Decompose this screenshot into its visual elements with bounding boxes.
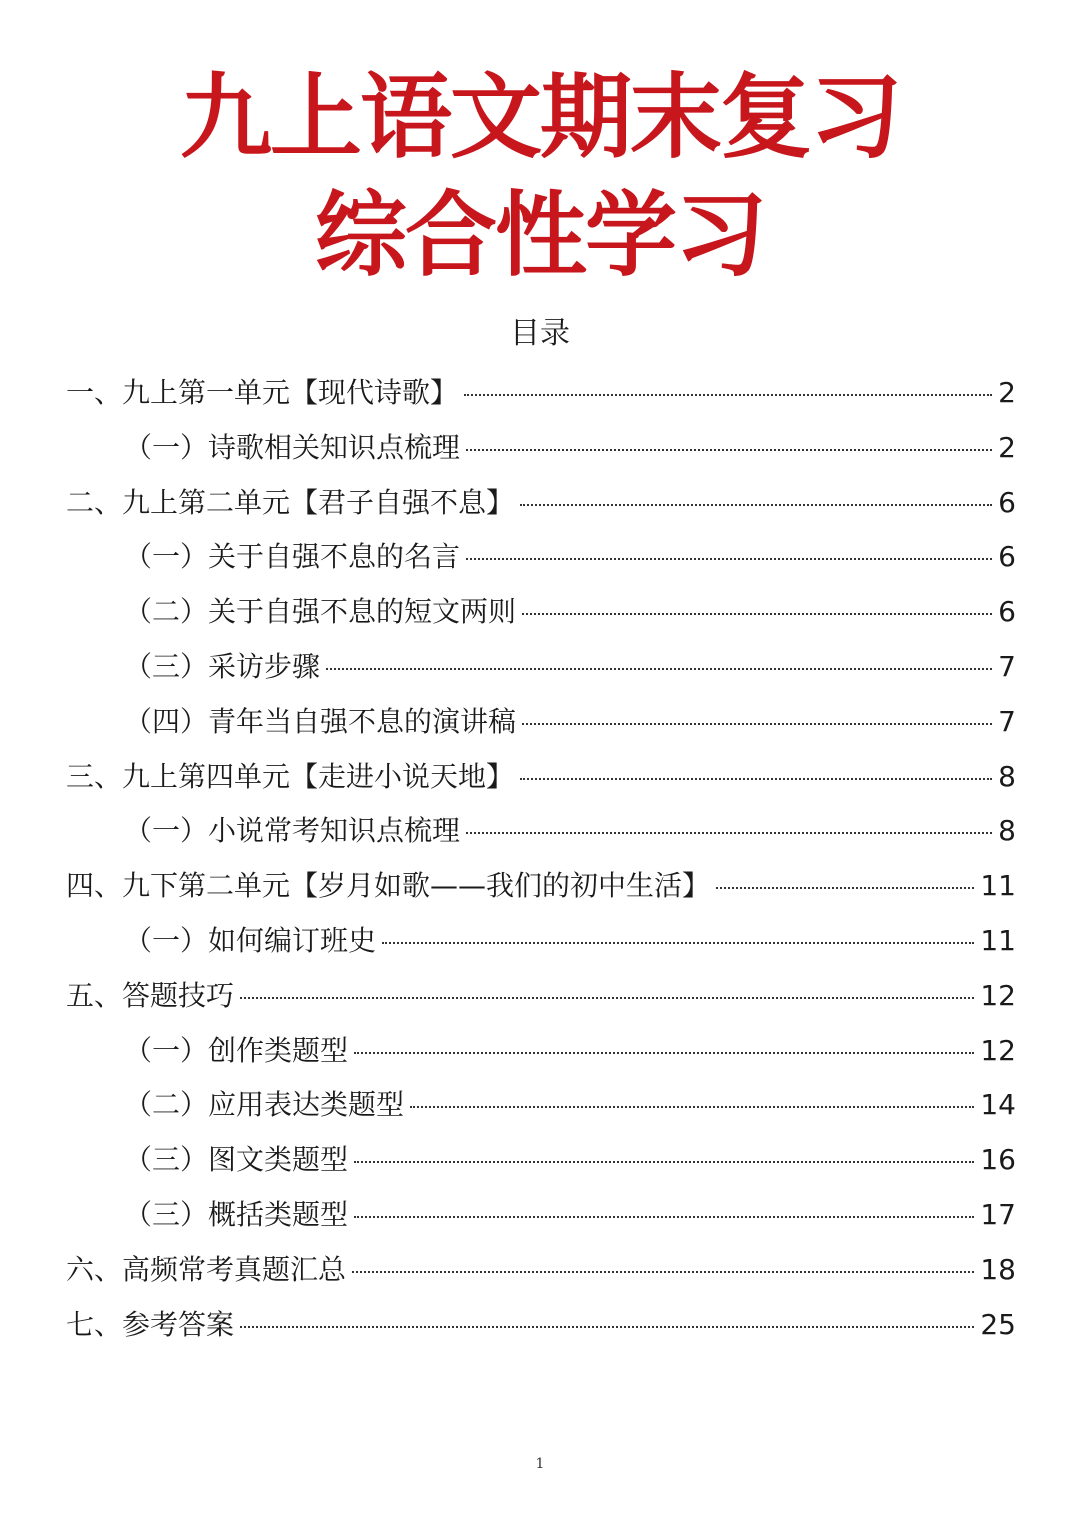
- toc-entry-page: 2: [998, 430, 1016, 464]
- toc-leader-dots: [464, 394, 992, 396]
- toc-entry[interactable]: [66, 1133, 1016, 1188]
- document-title-line2: 综合性学习: [314, 182, 765, 289]
- toc-entry[interactable]: [66, 421, 1016, 476]
- page-number: 1: [535, 1456, 545, 1472]
- toc-entry-page: 12: [980, 1033, 1016, 1067]
- toc-entry-page: 11: [980, 869, 1016, 903]
- toc-leader-dots: [240, 997, 974, 999]
- toc-entry[interactable]: [66, 585, 1016, 640]
- toc-entry-label: （一）关于自强不息的名言: [124, 540, 461, 574]
- toc-leader-dots: [352, 1271, 974, 1273]
- toc-leader-dots: [240, 1326, 974, 1328]
- toc-leader-dots: [522, 613, 992, 615]
- toc-entry-label: （一）诗歌相关知识点梳理: [124, 430, 461, 464]
- toc-leader-dots: [354, 1161, 974, 1163]
- toc-entry-page: 14: [980, 1088, 1016, 1122]
- toc-entry-page: 17: [980, 1197, 1016, 1231]
- toc-leader-dots: [354, 1052, 974, 1054]
- toc-entry-page: 6: [998, 540, 1016, 574]
- toc-heading: 目录: [510, 316, 570, 351]
- toc-entry-label: （三）图文类题型: [124, 1143, 349, 1177]
- toc-entry-label: （一）创作类题型: [124, 1033, 349, 1067]
- toc-entry[interactable]: [66, 530, 1016, 585]
- toc-entry-label: （三）采访步骤: [124, 649, 321, 683]
- toc-leader-dots: [520, 778, 992, 780]
- toc-leader-dots: [520, 504, 992, 506]
- toc-entry[interactable]: [66, 1078, 1016, 1133]
- toc-leader-dots: [382, 942, 974, 944]
- toc-entry-label: （三）概括类题型: [124, 1197, 349, 1231]
- toc-leader-dots: [354, 1216, 974, 1218]
- toc-leader-dots: [522, 723, 992, 725]
- toc-entry-label: 一、九上第一单元【现代诗歌】: [66, 376, 459, 409]
- toc-entry[interactable]: [66, 1298, 1016, 1353]
- toc-entry-page: 6: [998, 595, 1016, 629]
- toc-entry-label: 四、九下第二单元【岁月如歌——我们的初中生活】: [66, 869, 711, 903]
- toc-entry[interactable]: [66, 859, 1016, 914]
- toc-entry[interactable]: [66, 1188, 1016, 1243]
- toc-entry-page: 8: [998, 814, 1016, 848]
- toc-entry-page: 11: [980, 923, 1016, 957]
- toc-leader-dots: [466, 558, 992, 560]
- toc-entry-page: 16: [980, 1143, 1016, 1177]
- toc-entry[interactable]: [66, 1243, 1016, 1298]
- toc-entry[interactable]: [66, 1024, 1016, 1079]
- toc-entry-label: 二、九上第二单元【君子自强不息】: [66, 485, 515, 519]
- toc-entry-page: 12: [980, 978, 1016, 1012]
- toc-entry-label: （一）如何编订班史: [124, 923, 377, 957]
- toc-entry[interactable]: [66, 366, 1016, 421]
- toc-entry-page: 18: [980, 1252, 1016, 1286]
- toc-entry[interactable]: [66, 804, 1016, 859]
- toc-entry[interactable]: [66, 969, 1016, 1024]
- toc-entry[interactable]: [66, 750, 1016, 805]
- toc-entry-label: （四）青年当自强不息的演讲稿: [124, 704, 517, 738]
- toc-entry-label: 七、参考答案: [66, 1307, 235, 1341]
- toc-entry[interactable]: [66, 640, 1016, 695]
- document-title-line1: 九上语文期末复习: [179, 64, 900, 171]
- toc-entry[interactable]: [66, 695, 1016, 750]
- toc-leader-dots: [410, 1106, 974, 1108]
- table-of-contents: [66, 366, 1016, 1352]
- toc-leader-dots: [716, 887, 974, 889]
- toc-entry-page: 6: [998, 485, 1016, 519]
- toc-entry-label: 三、九上第四单元【走进小说天地】: [66, 759, 515, 793]
- toc-entry-label: 六、高频常考真题汇总: [66, 1252, 347, 1286]
- toc-entry-page: 7: [998, 649, 1016, 683]
- toc-entry-page: 2: [998, 376, 1016, 409]
- toc-leader-dots: [466, 449, 992, 451]
- toc-entry-page: 8: [998, 759, 1016, 793]
- toc-entry-label: （二）应用表达类题型: [124, 1088, 405, 1122]
- toc-entry[interactable]: [66, 914, 1016, 969]
- toc-leader-dots: [466, 832, 992, 834]
- toc-entry-label: （二）关于自强不息的短文两则: [124, 595, 517, 629]
- toc-entry-page: 25: [980, 1307, 1016, 1341]
- toc-entry-page: 7: [998, 704, 1016, 738]
- toc-entry-label: （一）小说常考知识点梳理: [124, 814, 461, 848]
- toc-entry[interactable]: [66, 476, 1016, 531]
- toc-leader-dots: [326, 668, 992, 670]
- toc-entry-label: 五、答题技巧: [66, 978, 235, 1012]
